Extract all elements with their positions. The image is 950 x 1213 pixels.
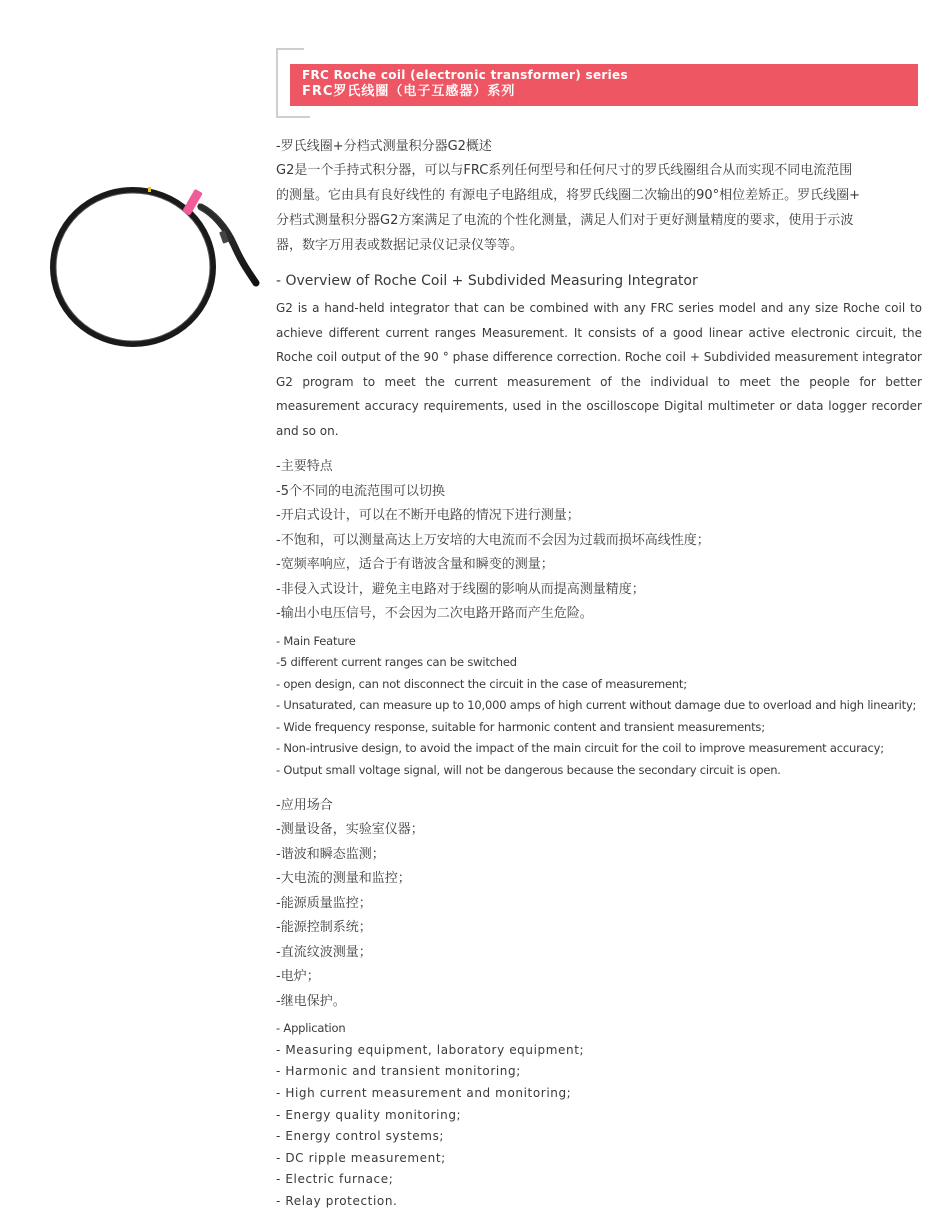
- feature-en-item: -5 different current ranges can be switched: [276, 655, 517, 670]
- application-cn-item: -直流纹波测量；: [276, 944, 372, 960]
- overview-cn-line: 的测量。它由具有良好线性的 有源电子电路组成，将罗氏线圈二次输出的90°相位差矫正。罗氏线圈+: [276, 188, 861, 203]
- overview-en-paragraph: G2 is a hand-held integrator that can be combined with any FRC series model and any size Roche coil to achieve different current ranges Measurement. It consists of a good linear active electronic circuit, the Roche coil output of the 90 ° phase difference correction. Roche coil + Subdivided measurement integrator G2 program to meet the current measurement of the individual to meet the people for better measurement accuracy requirements, used in the oscilloscope Digital multimeter or data logger recorder and so on.: [276, 301, 922, 438]
- overview-cn-line: G2是一个手持式积分器，可以与FRC系列任何型号和任何尺寸的罗氏线圈组合从而实现不同电流范围: [276, 163, 853, 178]
- feature-cn-heading: -主要特点: [276, 459, 333, 474]
- feature-en-item: - Wide frequency response, suitable for harmonic content and transient measurements;: [276, 719, 765, 734]
- overview-cn-line: 分档式测量积分器G2方案满足了电流的个性化测量，满足人们对于更好测量精度的要求，使用于示波: [276, 213, 854, 228]
- overview-en-heading: - Overview of Roche Coil + Subdivided Measuring Integrator: [276, 273, 698, 289]
- feature-en-heading: - Main Feature: [276, 633, 356, 648]
- application-en-item: - Electric furnace;: [276, 1172, 394, 1187]
- feature-en-item: - open design, can not disconnect the circuit in the case of measurement;: [276, 676, 687, 691]
- banner-title-en: FRC Roche coil (electronic transformer) series: [302, 68, 628, 82]
- feature-cn-item: -非侵入式设计，避免主电路对于线圈的影响从而提高测量精度；: [276, 581, 645, 597]
- banner-title-cn: FRC罗氏线圈（电子互感器）系列: [302, 84, 516, 99]
- feature-cn-item: -宽频率响应，适合于有谐波含量和瞬变的测量；: [276, 557, 554, 572]
- feature-cn-item: -不饱和，可以测量高达上万安培的大电流而不会因为过载而损坏高线性度；: [276, 532, 710, 548]
- applications-en-list: [276, 1018, 922, 1212]
- series-banner: [276, 48, 918, 120]
- application-cn-item: -大电流的测量和监控；: [276, 871, 411, 887]
- application-en-item: - High current measurement and monitoring;: [276, 1085, 572, 1100]
- overview-cn-section: [276, 136, 922, 258]
- application-en-item: - Relay protection.: [276, 1193, 398, 1208]
- application-cn-item: -谐波和瞬态监测；: [276, 846, 385, 862]
- main-content: [276, 136, 922, 1213]
- features-en-list: [276, 631, 922, 782]
- feature-cn-item: -5个不同的电流范围可以切换: [276, 483, 445, 499]
- application-cn-item: -能源控制系统；: [276, 920, 372, 936]
- application-en-item: - Energy quality monitoring;: [276, 1107, 462, 1122]
- feature-en-item: - Unsaturated, can measure up to 10,000 amps of high current without damage due to overload and high linearity;: [276, 698, 917, 713]
- application-cn-heading: -应用场合: [276, 797, 333, 813]
- product-image: [38, 175, 264, 359]
- application-cn-item: -继电保护。: [276, 993, 346, 1009]
- feature-cn-item: -输出小电压信号，不会因为二次电路开路而产生危险。: [276, 606, 593, 621]
- overview-cn-heading: -罗氏线圈+分档式测量积分器G2概述: [276, 139, 492, 154]
- application-en-item: - Energy control systems;: [276, 1129, 445, 1144]
- application-en-item: - Harmonic and transient monitoring;: [276, 1064, 521, 1079]
- feature-en-item: - Output small voltage signal, will not be dangerous because the secondary circuit is open.: [276, 763, 781, 778]
- applications-cn-list: [276, 794, 922, 1015]
- features-cn-list: [276, 455, 922, 627]
- application-cn-item: -测量设备，实验室仪器；: [276, 822, 424, 838]
- feature-cn-item: -开启式设计，可以在不断开电路的情况下进行测量；: [276, 508, 580, 523]
- application-en-heading: - Application: [276, 1021, 346, 1036]
- application-cn-item: -能源质量监控；: [276, 895, 372, 911]
- application-en-item: - DC ripple measurement;: [276, 1150, 446, 1165]
- banner-bar: [290, 64, 918, 106]
- roche-coil-icon: [38, 175, 264, 359]
- overview-cn-line: 器，数字万用表或数据记录仪记录仪等等。: [276, 238, 524, 253]
- feature-en-item: - Non-intrusive design, to avoid the impact of the main circuit for the coil to improve measurement accuracy;: [276, 741, 884, 756]
- application-cn-item: -电炉；: [276, 969, 320, 985]
- application-en-item: - Measuring equipment, laboratory equipment;: [276, 1042, 585, 1057]
